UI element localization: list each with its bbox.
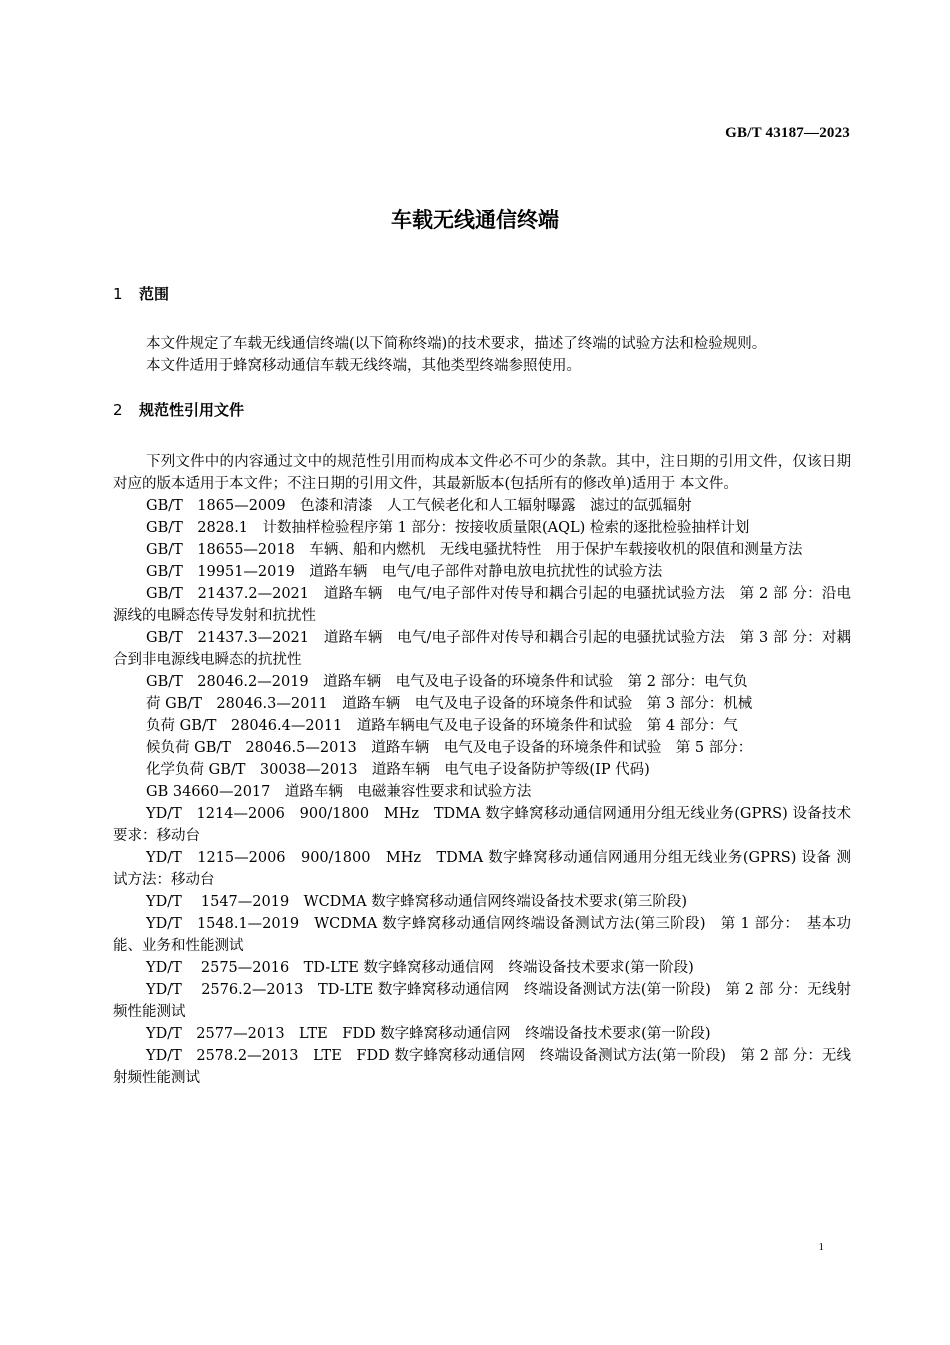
- section-1-body: [113, 333, 851, 377]
- reference-item: YD/T 2575—2016 TD-LTE 数字蜂窝移动通信网 终端设备技术要求(第一阶段): [146, 960, 694, 976]
- document-title: 车载无线通信终端: [391, 208, 559, 232]
- reference-item: GB/T 18655—2018 车辆、船和内燃机 无线电骚扰特性 用于保护车载接收机的限值和测量方法: [146, 542, 803, 558]
- scope-paragraph: 本文件适用于蜂窝移动通信车载无线终端，其他类型终端参照使用。: [146, 358, 581, 374]
- page-number: 1: [818, 1241, 824, 1253]
- section-2-number: 2: [113, 401, 123, 419]
- reference-line: GB/T 28046.2—2019 道路车辆 电气及电子设备的环境条件和试验 第 2 部分：电气负: [146, 674, 748, 690]
- reference-item: GB 34660—2017 道路车辆 电磁兼容性要求和试验方法: [146, 784, 532, 800]
- reference-line: 化学负荷 GB/T 30038—2013 道路车辆 电气电子设备防护等级(IP 代码): [146, 762, 650, 778]
- reference-item: YD/T 1547—2019 WCDMA 数字蜂窝移动通信网终端设备技术要求(第三阶段): [146, 894, 688, 910]
- reference-item: GB/T 21437.3—2021 道路车辆 电气/电子部件对传导和耦合引起的电骚扰试验方法 第 3 部 分：对耦合到非电源线电瞬态的抗扰性: [113, 630, 851, 668]
- standard-number: GB/T 43187—2023: [725, 125, 850, 141]
- scope-paragraph: 本文件规定了车载无线通信终端(以下简称终端)的技术要求，描述了终端的试验方法和检验规则。: [146, 336, 767, 352]
- section-2-body: [113, 451, 851, 1089]
- reference-item: YD/T 1215—2006 900/1800 MHz TDMA 数字蜂窝移动通信网通用分组无线业务(GPRS) 设备 测试方法：移动台: [113, 850, 851, 888]
- reference-item: YD/T 2576.2—2013 TD-LTE 数字蜂窝移动通信网 终端设备测试方法(第一阶段) 第 2 部 分：无线射频性能测试: [113, 982, 851, 1020]
- reference-item: YD/T 2577—2013 LTE FDD 数字蜂窝移动通信网 终端设备技术要求(第一阶段): [146, 1026, 711, 1042]
- reference-line: 候负荷 GB/T 28046.5—2013 道路车辆 电气及电子设备的环境条件和试验 第 5 部分：: [146, 740, 753, 756]
- reference-line: 荷 GB/T 28046.3—2011 道路车辆 电气及电子设备的环境条件和试验 第 3 部分：机械: [146, 696, 753, 712]
- section-2-heading: [113, 399, 244, 420]
- section-2-title: 规范性引用文件: [139, 401, 245, 419]
- reference-group: [113, 671, 851, 781]
- reference-item: YD/T 2578.2—2013 LTE FDD 数字蜂窝移动通信网 终端设备测试方法(第一阶段) 第 2 部 分：无线射频性能测试: [113, 1048, 851, 1086]
- reference-item: YD/T 1548.1—2019 WCDMA 数字蜂窝移动通信网终端设备测试方法(第三阶段) 第 1 部分： 基本功能、业务和性能测试: [113, 916, 851, 954]
- reference-item: GB/T 1865—2009 色漆和清漆 人工气候老化和人工辐射曝露 滤过的氙弧辐射: [146, 498, 692, 514]
- section-1-title: 范围: [139, 285, 170, 303]
- reference-item: GB/T 2828.1 计数抽样检验程序第 1 部分：按接收质量限(AQL) 检索的逐批检验抽样计划: [146, 520, 750, 536]
- reference-item: YD/T 1214—2006 900/1800 MHz TDMA 数字蜂窝移动通信网通用分组无线业务(GPRS) 设备技术要求：移动台: [113, 806, 851, 844]
- reference-item: GB/T 19951—2019 道路车辆 电气/电子部件对静电放电抗扰性的试验方法: [146, 564, 663, 580]
- section-1-number: 1: [113, 285, 123, 303]
- reference-line: 负荷 GB/T 28046.4—2011 道路车辆电气及电子设备的环境条件和试验 第 4 部分：气: [146, 718, 738, 734]
- reference-item: GB/T 21437.2—2021 道路车辆 电气/电子部件对传导和耦合引起的电骚扰试验方法 第 2 部 分：沿电源线的电瞬态传导发射和抗扰性: [113, 586, 851, 624]
- section-1-heading: [113, 283, 169, 304]
- references-intro: 下列文件中的内容通过文中的规范性引用而构成本文件必不可少的条款。其中，注日期的引用文件，仅该日期对应的版本适用于本文件；不注日期的引用文件，其最新版本(包括所有的修改单)适用于 本文件。: [113, 454, 851, 492]
